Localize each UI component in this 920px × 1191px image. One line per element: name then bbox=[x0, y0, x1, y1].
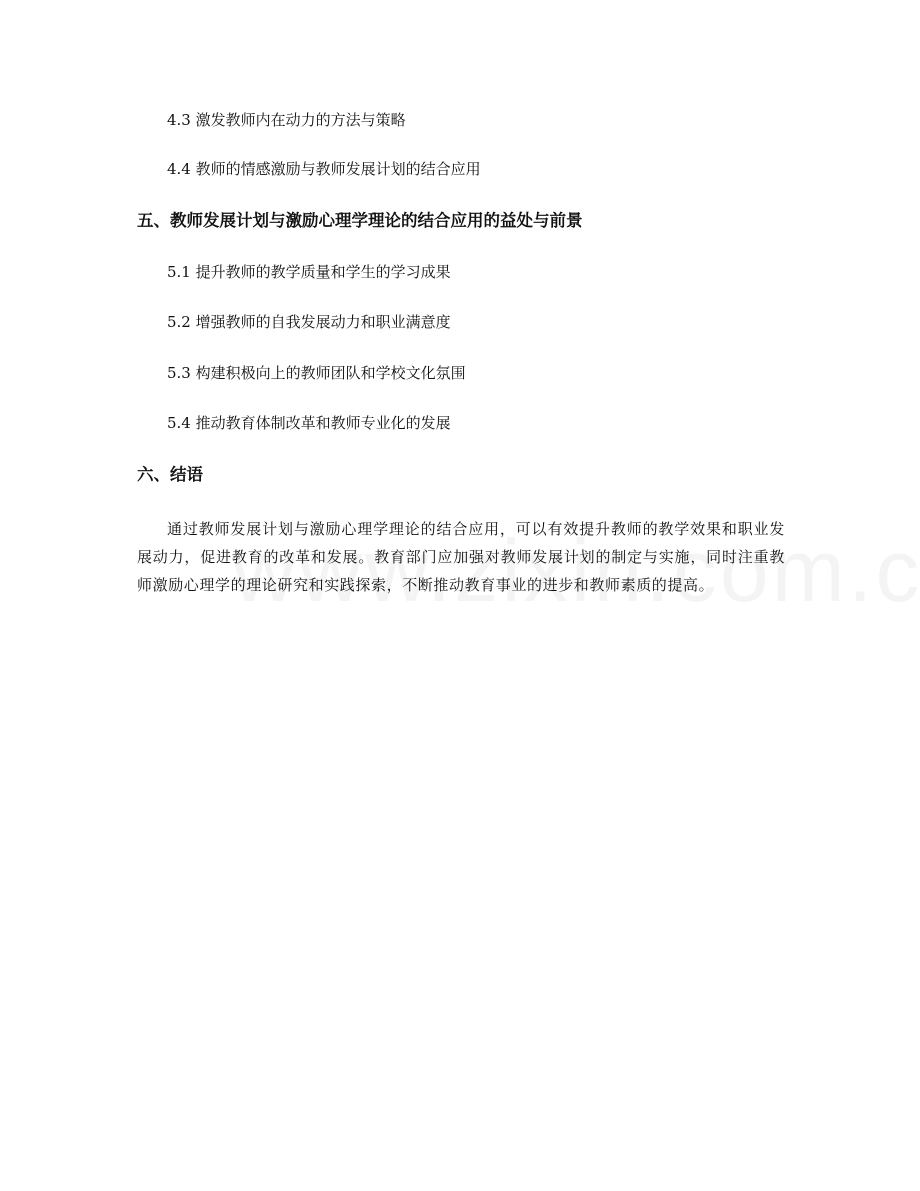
section-heading-5: 五、教师发展计划与激励心理学理论的结合应用的益处与前景 bbox=[137, 211, 583, 230]
subsection-4-3: 4.3 激发教师内在动力的方法与策略 bbox=[167, 111, 406, 129]
subsection-4-4: 4.4 教师的情感激励与教师发展计划的结合应用 bbox=[167, 160, 481, 178]
subsection-5-4: 5.4 推动教育体制改革和教师专业化的发展 bbox=[167, 414, 451, 432]
subsection-5-1: 5.1 提升教师的教学质量和学生的学习成果 bbox=[167, 263, 451, 281]
subsection-5-2: 5.2 增强教师的自我发展动力和职业满意度 bbox=[167, 313, 451, 331]
subsection-5-3: 5.3 构建积极向上的教师团队和学校文化氛围 bbox=[167, 364, 466, 382]
section-heading-6: 六、结语 bbox=[137, 465, 203, 484]
conclusion-paragraph: 通过教师发展计划与激励心理学理论的结合应用，可以有效提升教师的教学效果和职业发展动力，促进教育的改革和发展。教育部门应加强对教师发展计划的制定与实施，同时注重教师激励心理学的理论研究和实践探索，不断推动教育事业的进步和教师素质的提高。 bbox=[137, 520, 785, 594]
